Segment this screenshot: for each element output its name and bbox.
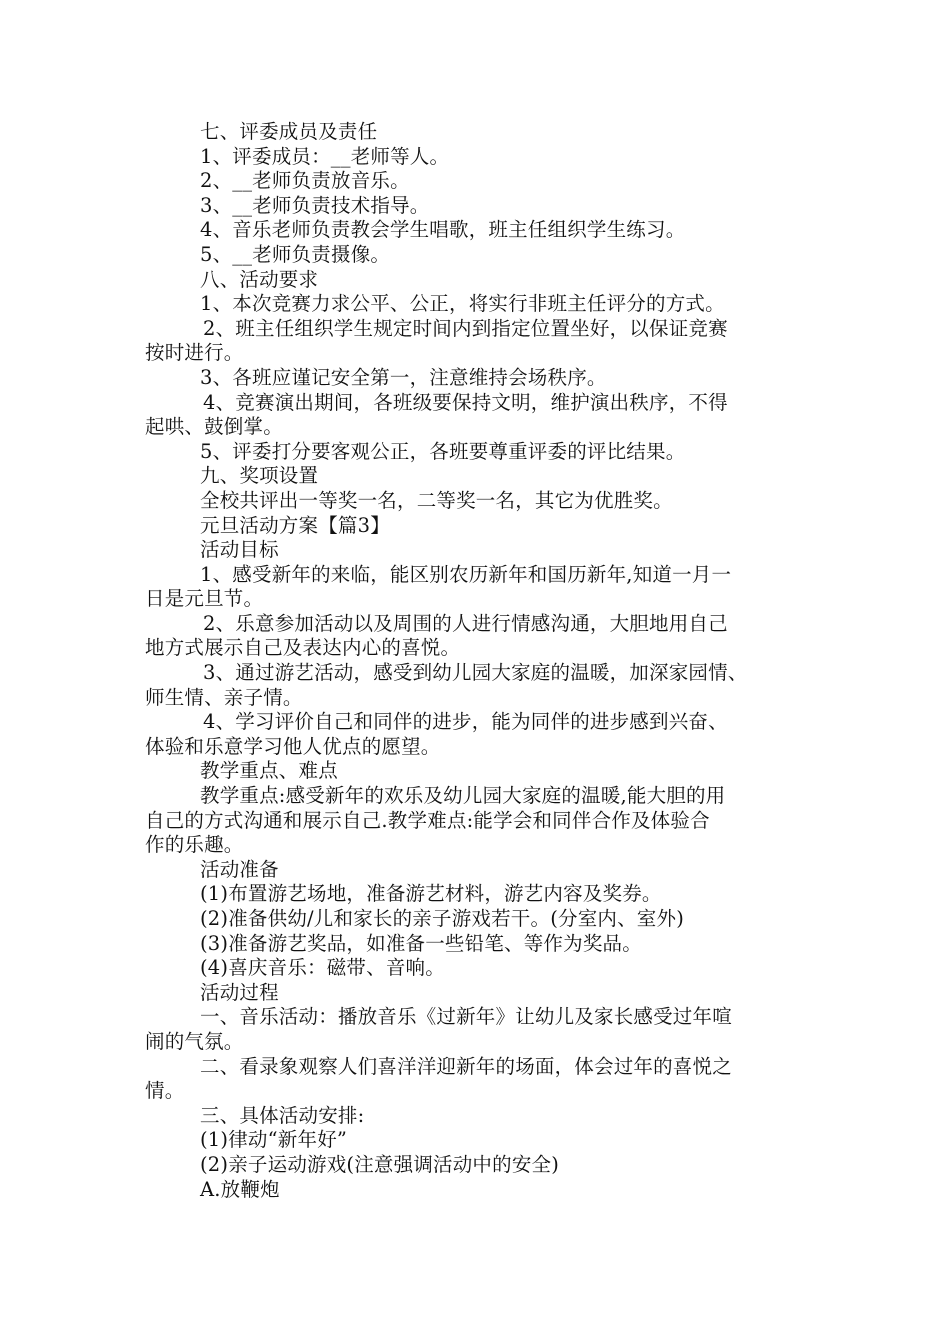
text-line: 3、各班应谨记安全第一，注意维持会场秩序。 <box>200 365 607 389</box>
text-line: 活动目标 <box>200 538 279 562</box>
text-line: (2)准备供幼/儿和家长的亲子游戏若干。(分室内、室外) <box>200 907 685 930</box>
text-line: 4、竞赛演出期间，各班级要保持文明，维护演出秩序，不得 <box>203 390 728 414</box>
text-line: 自己的方式沟通和展示自己.教学难点:能学会和同伴合作及体验合 <box>145 808 710 832</box>
text-line: 闹的气氛。 <box>145 1029 244 1053</box>
text-line: 师生情、亲子情。 <box>145 685 303 709</box>
text-line: 2、班主任组织学生规定时间内到指定位置坐好，以保证竞赛 <box>203 316 728 340</box>
text-line: 1、本次竞赛力求公平、公正，将实行非班主任评分的方式。 <box>200 292 725 316</box>
text-line: 教学重点、难点 <box>200 759 338 783</box>
text-line: 情。 <box>145 1079 185 1103</box>
text-line: 作的乐趣。 <box>145 833 244 857</box>
text-line: 三、具体活动安排: <box>200 1103 365 1127</box>
text-line: 体验和乐意学习他人优点的愿望。 <box>145 734 441 758</box>
text-line: 5、评委打分要客观公正，各班要尊重评委的评比结果。 <box>200 439 686 463</box>
text-line: 4、学习评价自己和同伴的进步，能为同伴的进步感到兴奋、 <box>203 710 728 734</box>
text-line: 九、奖项设置 <box>200 464 319 488</box>
text-line: 教学重点:感受新年的欢乐及幼儿园大家庭的温暖,能大胆的用 <box>200 784 726 808</box>
text-line: (1)律动“新年好” <box>200 1128 348 1152</box>
document-body <box>145 120 825 1202</box>
text-line: 1、感受新年的来临，能区别农历新年和国历新年,知道一月一 <box>200 562 732 586</box>
text-line: 八、活动要求 <box>200 267 319 291</box>
text-line: 二、看录象观察人们喜洋洋迎新年的场面，体会过年的喜悦之 <box>200 1054 732 1078</box>
text-line: (1)布置游艺场地，准备游艺材料，游艺内容及奖券。 <box>200 882 662 906</box>
text-line: 一、音乐活动：播放音乐《过新年》让幼儿及家长感受过年喧 <box>200 1005 732 1029</box>
text-line: 起哄、鼓倒掌。 <box>145 415 283 439</box>
text-line: 4、音乐老师负责教会学生唱歌，班主任组织学生练习。 <box>200 218 686 242</box>
text-line: 元旦活动方案【篇3】 <box>200 513 390 537</box>
text-line: A.放鞭炮 <box>200 1177 280 1201</box>
text-line: 3、通过游艺活动，感受到幼儿园大家庭的温暖，加深家园情、 <box>203 661 748 685</box>
text-line: 2、__老师负责放音乐。 <box>200 169 410 193</box>
text-line: (3)准备游艺奖品，如准备一些铅笔、等作为奖品。 <box>200 931 642 955</box>
text-line: 3、__老师负责技术指导。 <box>200 193 430 217</box>
text-line: 1、评委成员：__老师等人。 <box>200 144 450 168</box>
text-line: 全校共评出一等奖一名，二等奖一名，其它为优胜奖。 <box>200 488 673 512</box>
text-line: (4)喜庆音乐：磁带、音响。 <box>200 956 445 980</box>
text-line: 5、__老师负责摄像。 <box>200 242 391 266</box>
text-line: 按时进行。 <box>145 341 244 365</box>
text-line: 活动过程 <box>200 980 279 1004</box>
text-line: (2)亲子运动游戏(注意强调活动中的安全) <box>200 1152 560 1176</box>
text-line: 七、评委成员及责任 <box>200 120 378 143</box>
text-line: 日是元旦节。 <box>145 587 264 611</box>
text-line: 地方式展示自己及表达内心的喜悦。 <box>145 636 461 660</box>
text-line: 活动准备 <box>200 857 279 881</box>
text-line: 2、乐意参加活动以及周围的人进行情感沟通，大胆地用自己 <box>203 611 728 635</box>
